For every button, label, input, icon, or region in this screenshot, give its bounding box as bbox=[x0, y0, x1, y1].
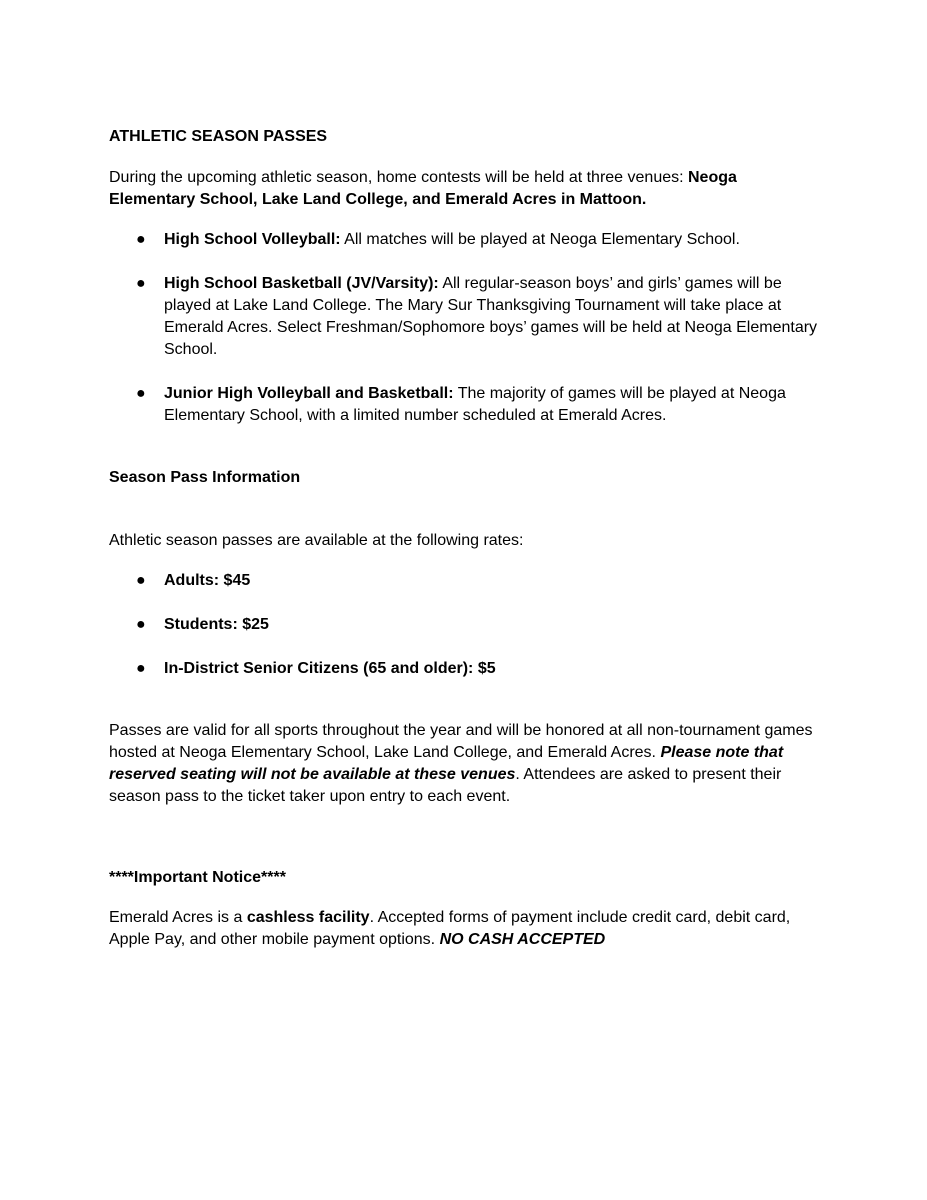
notice-text-start: Emerald Acres is a bbox=[109, 909, 247, 926]
notice-heading: ****Important Notice**** bbox=[109, 869, 286, 886]
bullet-icon: ● bbox=[136, 616, 146, 633]
section-heading-pass-info: Season Pass Information bbox=[109, 469, 301, 486]
rates-intro: Athletic season passes are available at the following rates: bbox=[109, 532, 524, 549]
rate-adults: Adults: $45 bbox=[164, 572, 251, 589]
intro-text: During the upcoming athletic season, home contests will be held at three venues: bbox=[109, 169, 688, 186]
bullet-icon: ● bbox=[136, 275, 146, 292]
list-item-text bbox=[164, 229, 819, 251]
rate-seniors: In-District Senior Citizens (65 and older): $5 bbox=[164, 660, 496, 677]
bullet-icon: ● bbox=[136, 660, 146, 677]
list-item-body: All regular-season boys’ and girls’ games will be played at Lake Land College. The Mary Sur Thanksgiving Tournament will take place at Emerald Acres. Select Freshman/Sophomore boys’ games will be held at Neoga Elementary School. bbox=[164, 275, 818, 358]
list-item-body: All matches will be played at Neoga Elementary School. bbox=[340, 231, 740, 248]
list-item-label: High School Volleyball: bbox=[164, 231, 341, 248]
list-item-text bbox=[164, 273, 819, 361]
rate-students: Students: $25 bbox=[164, 616, 269, 633]
validity-end: . Attendees are asked to present their season pass to the ticket taker upon entry to each event. bbox=[109, 766, 782, 805]
list-item-label: High School Basketball (JV/Varsity): bbox=[164, 275, 439, 292]
notice-text-mid: . Accepted forms of payment include credit card, debit card, Apple Pay, and other mobile payment options. bbox=[109, 909, 791, 948]
validity-text: Passes are valid for all sports throughout the year and will be honored at all non-tournament games hosted at Neoga Elementary School, Lake Land College, and Emerald Acres. bbox=[109, 722, 813, 761]
page-title: ATHLETIC SEASON PASSES bbox=[109, 128, 328, 145]
list-item-text bbox=[164, 383, 819, 427]
bullet-icon: ● bbox=[136, 385, 146, 402]
validity-paragraph bbox=[109, 720, 819, 808]
bullet-icon: ● bbox=[136, 572, 146, 589]
notice-paragraph bbox=[109, 907, 819, 951]
notice-no-cash: NO CASH ACCEPTED bbox=[439, 931, 606, 948]
intro-venues: Neoga Elementary School, Lake Land College, and Emerald Acres in Mattoon. bbox=[109, 169, 737, 208]
notice-cashless: cashless facility bbox=[246, 909, 370, 926]
validity-note: Please note that reserved seating will not be available at these venues bbox=[109, 744, 784, 783]
list-item-label: Junior High Volleyball and Basketball: bbox=[164, 385, 454, 402]
list-item-body: The majority of games will be played at Neoga Elementary School, with a limited number scheduled at Emerald Acres. bbox=[164, 385, 786, 424]
intro-paragraph bbox=[109, 167, 819, 211]
bullet-icon: ● bbox=[136, 231, 146, 248]
